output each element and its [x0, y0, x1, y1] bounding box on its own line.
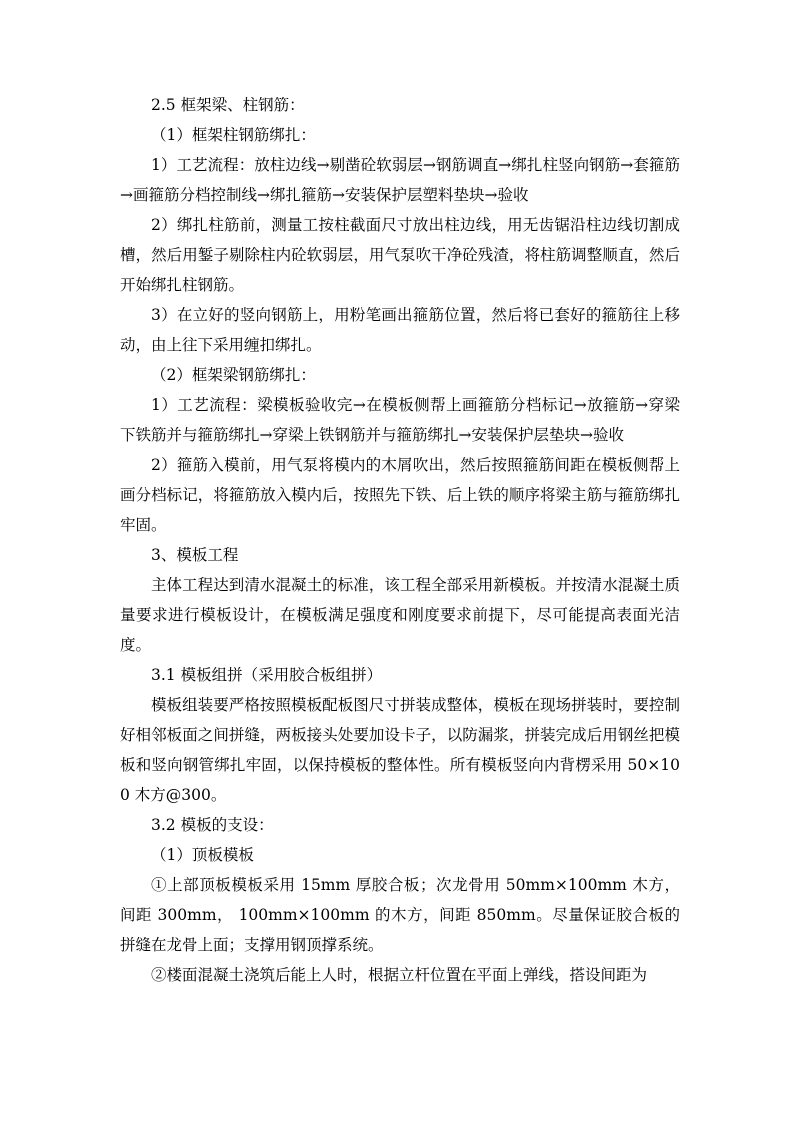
paragraph-column-stirrups: 3）在立好的竖向钢筋上，用粉笔画出箍筋位置，然后将已套好的箍筋往上移动，由上往下采用缠扣绑扎。 [120, 306, 680, 354]
paragraph-beam-stirrups: 2）箍筋入模前，用气泵将模内的木屑吹出，然后按照箍筋间距在模板侧帮上画分档标记，将箍筋放入模内后，按照先下铁、后上铁的顺序将梁主筋与箍筋绑扎牢固。 [120, 456, 680, 534]
paragraph-beam-process: 1）工艺流程：梁模板验收完→在模板侧帮上画箍筋分档标记→放箍筋→穿梁下铁筋并与箍筋绑扎→穿梁上铁钢筋并与箍筋绑扎→安装保护层垫块→验收 [120, 396, 680, 444]
section-heading-2-5: 2.5 框架梁、柱钢筋： [151, 96, 305, 114]
paragraph-roof-formwork-2: ②楼面混凝土浇筑后能上人时，根据立杆位置在平面上弹线，搭设间距为 [151, 966, 648, 984]
subheading-column-rebar: （1）框架柱钢筋绑扎： [151, 126, 316, 144]
section-heading-formwork: 3、模板工程 [151, 546, 239, 564]
paragraph-formwork-standard: 主体工程达到清水混凝土的标准，该工程全部采用新模板。并按清水混凝土质量要求进行模板设计，在模板满足强度和刚度要求前提下，尽可能提高表面光洁度。 [120, 576, 680, 654]
subheading-beam-rebar: （2）框架梁钢筋绑扎： [151, 366, 316, 384]
document-body [120, 90, 680, 990]
paragraph-formwork-assembly: 模板组装要严格按照模板配板图尺寸拼装成整体，模板在现场拼装时，要控制好相邻板面之间拼缝，两板接头处要加设卡子，以防漏浆，拼装完成后用钢丝把模板和竖向钢管绑扎牢固，以保持模板的整体性。所有模板竖向内背楞采用 50×100 木方@300。 [120, 696, 680, 804]
subheading-roof-formwork: （1）顶板模板 [151, 846, 254, 864]
section-heading-3-1: 3.1 模板组拼（采用胶合板组拼） [151, 666, 383, 684]
section-heading-3-2: 3.2 模板的支设： [151, 816, 274, 834]
paragraph-column-process: 1）工艺流程：放柱边线→剔凿砼软弱层→钢筋调直→绑扎柱竖向钢筋→套箍筋→画箍筋分档控制线→绑扎箍筋→安装保护层塑料垫块→验收 [120, 156, 680, 204]
paragraph-roof-formwork-1: ①上部顶板模板采用 15mm 厚胶合板；次龙骨用 50mm×100mm 木方，间距 300mm， 100mm×100mm 的木方，间距 850mm。尽量保证胶合板的拼缝在龙骨上面；支撑用钢顶撑系统。 [120, 876, 680, 954]
paragraph-column-preparation: 2）绑扎柱筋前，测量工按柱截面尺寸放出柱边线，用无齿锯沿柱边线切割成槽，然后用錾子剔除柱内砼软弱层，用气泵吹干净砼残渣，将柱筋调整顺直，然后开始绑扎柱钢筋。 [120, 216, 680, 294]
